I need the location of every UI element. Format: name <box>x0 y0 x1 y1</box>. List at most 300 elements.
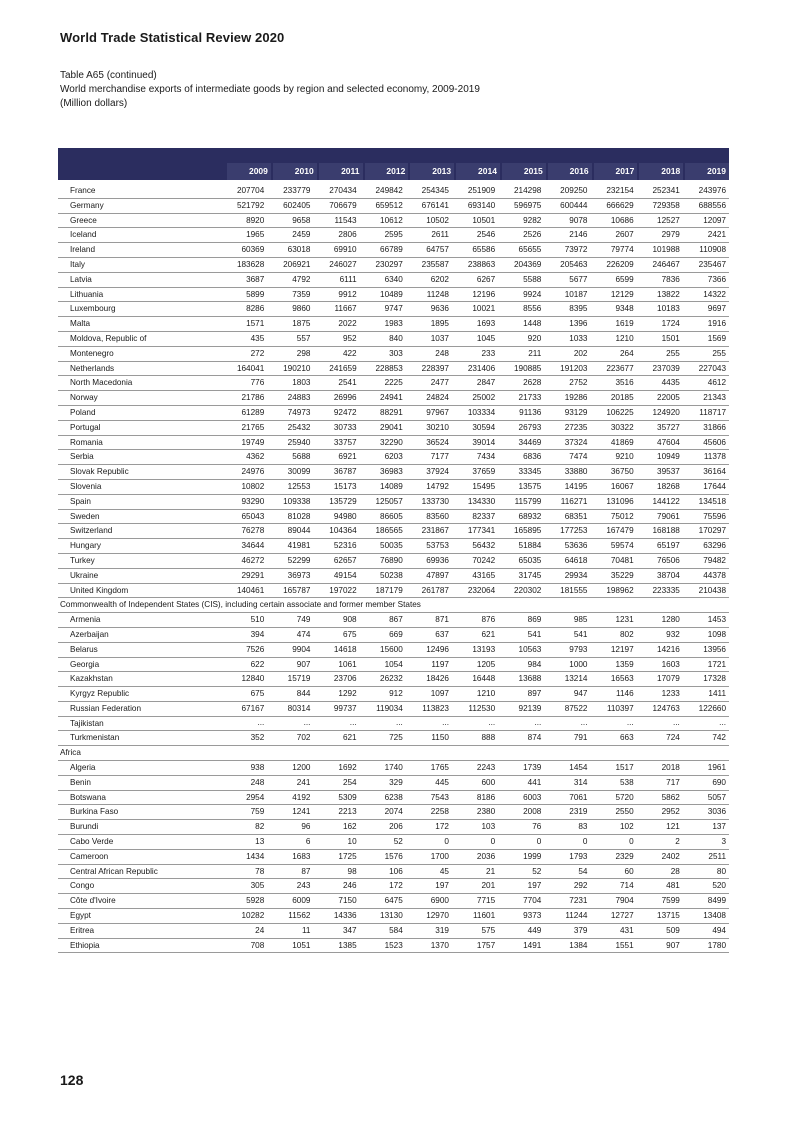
value-cell: 13 <box>255 837 265 847</box>
value-cell: 7904 <box>615 896 634 906</box>
page-number: 128 <box>60 1072 84 1088</box>
value-cell: 254 <box>342 777 357 787</box>
value-cell: 675 <box>342 629 357 639</box>
value-cell: 24976 <box>241 467 265 477</box>
economy-name: Azerbaijan <box>70 629 109 639</box>
economy-name: Côte d'Ivoire <box>70 896 116 906</box>
economy-name: Egypt <box>70 911 91 921</box>
value-cell: 394 <box>250 629 265 639</box>
value-cell: 1983 <box>384 319 403 329</box>
value-cell: 92472 <box>333 407 357 417</box>
value-cell: 231867 <box>421 526 449 536</box>
value-cell: 167479 <box>606 526 634 536</box>
value-cell: 109338 <box>283 496 311 506</box>
value-cell: 9282 <box>523 215 542 225</box>
value-cell: 98 <box>347 866 357 876</box>
value-cell: 10563 <box>518 644 542 654</box>
value-cell: 13688 <box>518 674 542 684</box>
value-cell: 37924 <box>426 467 449 477</box>
value-cell: 103334 <box>467 407 496 417</box>
value-cell: 9697 <box>707 304 726 314</box>
value-cell: 191203 <box>560 363 588 373</box>
value-cell: 10501 <box>472 215 496 225</box>
value-cell: 292 <box>573 881 588 891</box>
value-cell: 538 <box>619 777 634 787</box>
value-cell: 2421 <box>707 230 726 240</box>
value-cell: 16448 <box>472 674 496 684</box>
value-cell: 133730 <box>421 496 449 506</box>
value-cell: 28 <box>670 866 680 876</box>
value-cell: 1491 <box>523 940 542 950</box>
value-cell: 510 <box>250 615 265 625</box>
value-cell: 907 <box>666 940 680 950</box>
value-cell: 30099 <box>287 467 311 477</box>
economy-name: Poland <box>70 407 96 417</box>
table-number: Table A65 (continued) <box>60 70 157 81</box>
value-cell: 6238 <box>384 792 403 802</box>
value-cell: 7543 <box>430 792 449 802</box>
year-header-cell: 2011 <box>319 163 363 180</box>
value-cell: 13193 <box>472 644 496 654</box>
value-cell: 19286 <box>564 393 588 403</box>
value-cell: 1692 <box>338 763 357 773</box>
value-cell: 12727 <box>610 911 634 921</box>
value-cell: 211 <box>528 348 542 358</box>
value-cell: 66789 <box>380 245 403 255</box>
value-cell: 347 <box>342 925 357 935</box>
value-cell: 172 <box>389 881 403 891</box>
value-cell: 17644 <box>703 481 726 491</box>
value-cell: 5057 <box>707 792 726 802</box>
value-cell: 1411 <box>708 689 726 699</box>
value-cell: 103 <box>481 822 496 832</box>
value-cell: 78 <box>255 866 265 876</box>
value-cell: 0 <box>582 837 588 847</box>
value-cell: 137 <box>712 822 726 832</box>
economy-name: Romania <box>70 437 103 447</box>
value-cell: 30322 <box>610 422 634 432</box>
value-cell: 474 <box>296 629 311 639</box>
value-cell: 51884 <box>518 541 542 551</box>
value-cell: 59574 <box>610 541 634 551</box>
economy-name: Congo <box>70 881 95 891</box>
value-cell: 87 <box>301 866 311 876</box>
value-cell: 31745 <box>518 570 542 580</box>
value-cell: 80314 <box>287 703 311 713</box>
value-cell: 7526 <box>246 644 265 654</box>
value-cell: 134518 <box>698 496 726 506</box>
value-cell: 10 <box>347 837 357 847</box>
value-cell: 4792 <box>292 274 311 284</box>
value-cell: 246467 <box>652 259 680 269</box>
value-cell: 1961 <box>707 763 726 773</box>
economy-name: Switzerland <box>70 526 113 536</box>
value-cell: 984 <box>527 659 542 669</box>
value-cell: 52316 <box>333 541 357 551</box>
value-cell: 11667 <box>334 304 357 314</box>
value-cell: 270434 <box>329 186 357 195</box>
value-cell: 669 <box>389 629 403 639</box>
table-header-banner <box>58 148 729 180</box>
value-cell: 170297 <box>698 526 726 536</box>
value-cell: 1453 <box>707 615 726 625</box>
section-header-row <box>58 746 729 761</box>
value-cell: 9636 <box>430 304 449 314</box>
value-cell: 38704 <box>657 570 680 580</box>
value-cell: 106 <box>389 866 403 876</box>
table-row <box>58 539 729 554</box>
economy-name: Belarus <box>70 644 98 654</box>
table-row <box>58 332 729 347</box>
value-cell: 13715 <box>657 911 680 921</box>
table-row <box>58 347 729 362</box>
value-cell: 1619 <box>615 319 634 329</box>
value-cell: 11601 <box>472 911 496 921</box>
value-cell: 79061 <box>657 511 680 521</box>
value-cell: 272 <box>250 348 265 358</box>
value-cell: 12840 <box>241 674 265 684</box>
value-cell: 6111 <box>339 274 357 284</box>
value-cell: 197 <box>527 881 542 891</box>
value-cell: 3 <box>721 837 726 847</box>
economy-name: Portugal <box>70 422 101 432</box>
value-cell: 113823 <box>422 703 449 713</box>
value-cell: 52 <box>532 866 542 876</box>
value-cell: ... <box>673 717 680 727</box>
value-cell: 177253 <box>560 526 588 536</box>
value-cell: 29041 <box>380 422 403 432</box>
value-cell: 2611 <box>431 230 449 240</box>
value-cell: 81028 <box>287 511 311 521</box>
value-cell: 47604 <box>657 437 680 447</box>
value-cell: 131096 <box>606 496 634 506</box>
value-cell: 0 <box>444 837 449 847</box>
value-cell: 1000 <box>569 659 588 669</box>
value-cell: 30594 <box>472 422 496 432</box>
value-cell: 197022 <box>329 585 357 595</box>
value-cell: 10183 <box>657 304 680 314</box>
table-caption <box>60 69 480 111</box>
value-cell: 2018 <box>661 763 680 773</box>
value-cell: 205463 <box>560 259 588 269</box>
header-label-spacer <box>58 163 227 180</box>
value-cell: 6836 <box>523 452 542 462</box>
table-row <box>58 554 729 569</box>
value-cell: 186565 <box>375 526 403 536</box>
value-cell: 165895 <box>513 526 542 536</box>
table-row <box>58 687 729 702</box>
value-cell: 688556 <box>698 200 726 210</box>
value-cell: 76890 <box>380 555 403 565</box>
table-row <box>58 376 729 391</box>
value-cell: 25432 <box>287 422 311 432</box>
value-cell: 2952 <box>661 807 680 817</box>
value-cell: 86605 <box>380 511 403 521</box>
value-cell: 223335 <box>652 585 680 595</box>
table-row <box>58 643 729 658</box>
value-cell: 4435 <box>661 378 680 388</box>
economy-name: Iceland <box>70 230 97 240</box>
value-cell: 7231 <box>569 896 588 906</box>
value-cell: 871 <box>435 615 449 625</box>
section-header-row <box>58 598 729 613</box>
table-row <box>58 584 729 599</box>
value-cell: ... <box>534 717 542 727</box>
year-header-cell: 2015 <box>502 163 546 180</box>
value-cell: 65197 <box>657 541 680 551</box>
value-cell: 1803 <box>292 378 311 388</box>
value-cell: 1210 <box>476 689 496 699</box>
value-cell: 2008 <box>523 807 542 817</box>
value-cell: 12097 <box>703 215 726 225</box>
table-row <box>58 791 729 806</box>
value-cell: 8286 <box>246 304 265 314</box>
value-cell: 329 <box>389 777 403 787</box>
value-cell: 30733 <box>333 422 357 432</box>
value-cell: 74973 <box>287 407 311 417</box>
table-row <box>58 391 729 406</box>
value-cell: 134330 <box>467 496 496 506</box>
value-cell: 214298 <box>513 186 542 195</box>
table-unit: (Million dollars) <box>60 98 128 109</box>
value-cell: 56432 <box>472 541 496 551</box>
value-cell: 118717 <box>699 407 726 417</box>
value-cell: 36750 <box>610 467 634 477</box>
value-cell: 2541 <box>338 378 357 388</box>
value-cell: 912 <box>389 689 403 699</box>
value-cell: 1780 <box>707 940 726 950</box>
economy-name: Montenegro <box>70 348 114 358</box>
table-row <box>58 613 729 628</box>
value-cell: 14322 <box>703 289 726 299</box>
value-cell: 2225 <box>384 378 403 388</box>
value-cell: 702 <box>296 733 311 743</box>
value-cell: 724 <box>666 733 680 743</box>
value-cell: 1061 <box>338 659 357 669</box>
value-cell: 5862 <box>661 792 680 802</box>
value-cell: 1895 <box>430 319 449 329</box>
value-cell: 725 <box>389 733 403 743</box>
value-cell: 1045 <box>476 333 496 343</box>
year-header-cell: 2012 <box>365 163 409 180</box>
value-cell: 1551 <box>615 940 634 950</box>
value-cell: 6003 <box>523 792 542 802</box>
economy-name: Eritrea <box>70 925 95 935</box>
value-cell: 2847 <box>476 378 496 388</box>
value-cell: 18426 <box>426 674 449 684</box>
value-cell: 35727 <box>657 422 680 432</box>
value-cell: 541 <box>573 629 588 639</box>
value-cell: 2022 <box>338 319 357 329</box>
value-cell: 228397 <box>421 363 449 373</box>
table-row <box>58 288 729 303</box>
value-cell: 237039 <box>652 363 680 373</box>
value-cell: 1359 <box>615 659 634 669</box>
value-cell: 97967 <box>426 407 449 417</box>
value-cell: 19749 <box>241 437 265 447</box>
value-cell: 9904 <box>292 644 311 654</box>
table-row <box>58 628 729 643</box>
table-row <box>58 258 729 273</box>
value-cell: 65035 <box>518 555 542 565</box>
value-cell: 8920 <box>246 215 265 225</box>
value-cell: 802 <box>619 629 634 639</box>
economy-name: Tajikistan <box>70 718 104 728</box>
value-cell: 12553 <box>287 481 311 491</box>
value-cell: ... <box>349 717 357 727</box>
year-header-cell: 2018 <box>639 163 683 180</box>
value-cell: 706679 <box>329 200 357 210</box>
value-cell: 26996 <box>333 393 357 403</box>
value-cell: 2329 <box>615 851 634 861</box>
value-cell: 41869 <box>610 437 634 447</box>
value-cell: 53636 <box>564 541 588 551</box>
value-cell: 201 <box>481 881 496 891</box>
value-cell: 13822 <box>657 289 680 299</box>
value-cell: 2074 <box>384 807 403 817</box>
value-cell: 10686 <box>610 215 634 225</box>
value-cell: 1999 <box>523 851 542 861</box>
value-cell: 9924 <box>523 289 542 299</box>
value-cell: 230297 <box>375 259 403 269</box>
value-cell: ... <box>488 717 496 727</box>
value-cell: 11378 <box>703 452 726 462</box>
value-cell: 65655 <box>518 245 542 255</box>
value-cell: 124920 <box>652 407 680 417</box>
value-cell: 64618 <box>564 555 588 565</box>
value-cell: 248 <box>250 777 265 787</box>
value-cell: 104364 <box>329 526 357 536</box>
table-body <box>58 184 729 953</box>
value-cell: 1965 <box>246 230 265 240</box>
value-cell: 9860 <box>292 304 311 314</box>
value-cell: 869 <box>527 615 542 625</box>
value-cell: 596975 <box>513 200 542 210</box>
value-cell: 2511 <box>708 851 726 861</box>
table-row <box>58 761 729 776</box>
section-label: Africa <box>60 748 81 758</box>
table-row <box>58 850 729 865</box>
value-cell: 10612 <box>380 215 403 225</box>
value-cell: 13575 <box>518 481 542 491</box>
value-cell: 2550 <box>615 807 634 817</box>
value-cell: 1370 <box>430 940 449 950</box>
value-cell: 6921 <box>338 452 357 462</box>
value-cell: 52 <box>393 837 403 847</box>
value-cell: 1280 <box>661 615 680 625</box>
value-cell: 29934 <box>564 570 588 580</box>
table-title: World merchandise exports of intermediate goods by region and selected economy, 2009-2019 <box>60 84 480 95</box>
value-cell: 96 <box>301 822 311 832</box>
table-row <box>58 302 729 317</box>
economy-name: Netherlands <box>70 363 115 373</box>
economy-name: Kazakhstan <box>70 674 113 684</box>
table-row <box>58 820 729 835</box>
value-cell: 690 <box>712 777 726 787</box>
economy-name: Burkina Faso <box>70 807 119 817</box>
value-cell: 164041 <box>236 363 265 373</box>
value-cell: 10802 <box>241 481 265 491</box>
value-cell: 14216 <box>657 644 680 654</box>
value-cell: 575 <box>481 925 496 935</box>
value-cell: ... <box>626 717 634 727</box>
value-cell: 60369 <box>241 245 265 255</box>
value-cell: 6202 <box>430 274 449 284</box>
value-cell: 61289 <box>241 407 265 417</box>
economy-name: Central African Republic <box>70 866 158 876</box>
value-cell: 209250 <box>560 186 588 195</box>
value-cell: 584 <box>389 925 403 935</box>
table-row <box>58 450 729 465</box>
value-cell: 1054 <box>384 659 403 669</box>
value-cell: 6900 <box>430 896 449 906</box>
value-cell: 7474 <box>569 452 588 462</box>
value-cell: 25002 <box>472 393 496 403</box>
value-cell: 1037 <box>430 333 449 343</box>
value-cell: 21 <box>486 866 496 876</box>
value-cell: 637 <box>435 629 449 639</box>
value-cell: ... <box>442 717 449 727</box>
value-cell: 12197 <box>610 644 634 654</box>
value-cell: 223677 <box>606 363 634 373</box>
economy-name: Malta <box>70 319 91 329</box>
value-cell: 67167 <box>241 703 265 713</box>
value-cell: 676141 <box>421 200 449 210</box>
value-cell: 251909 <box>467 186 496 195</box>
value-cell: 675 <box>250 689 265 699</box>
table-row <box>58 909 729 924</box>
value-cell: 2258 <box>430 807 449 817</box>
economy-name: Burundi <box>70 822 99 832</box>
table-row <box>58 702 729 717</box>
value-cell: 75596 <box>703 511 726 521</box>
value-cell: 932 <box>666 629 680 639</box>
value-cell: 226209 <box>606 259 634 269</box>
value-cell: 24883 <box>287 393 311 403</box>
value-cell: 202 <box>573 348 588 358</box>
value-cell: 749 <box>296 615 311 625</box>
value-cell: 88291 <box>380 407 403 417</box>
economy-name: Latvia <box>70 274 92 284</box>
economy-name: Botswana <box>70 792 106 802</box>
value-cell: 1721 <box>707 659 726 669</box>
value-cell: 621 <box>342 733 357 743</box>
value-cell: 1793 <box>569 851 588 861</box>
value-cell: 441 <box>527 777 542 787</box>
value-cell: 2402 <box>661 851 680 861</box>
value-cell: 64757 <box>426 245 449 255</box>
value-cell: 2459 <box>292 230 311 240</box>
value-cell: 70242 <box>472 555 496 565</box>
value-cell: 303 <box>389 348 403 358</box>
economy-name: Armenia <box>70 615 101 625</box>
value-cell: 1757 <box>476 940 496 950</box>
value-cell: 235467 <box>698 259 726 269</box>
economy-name: Germany <box>70 200 104 210</box>
value-cell: 1700 <box>430 851 449 861</box>
value-cell: 557 <box>296 333 311 343</box>
value-cell: 9658 <box>292 215 311 225</box>
value-cell: 7061 <box>569 792 588 802</box>
value-cell: 21343 <box>703 393 726 403</box>
value-cell: 122660 <box>698 703 726 713</box>
value-cell: 4612 <box>707 378 726 388</box>
value-cell: 227043 <box>698 363 726 373</box>
value-cell: 15495 <box>472 481 496 491</box>
value-cell: 10021 <box>472 304 496 314</box>
value-cell: 714 <box>619 881 634 891</box>
table-row <box>58 939 729 954</box>
